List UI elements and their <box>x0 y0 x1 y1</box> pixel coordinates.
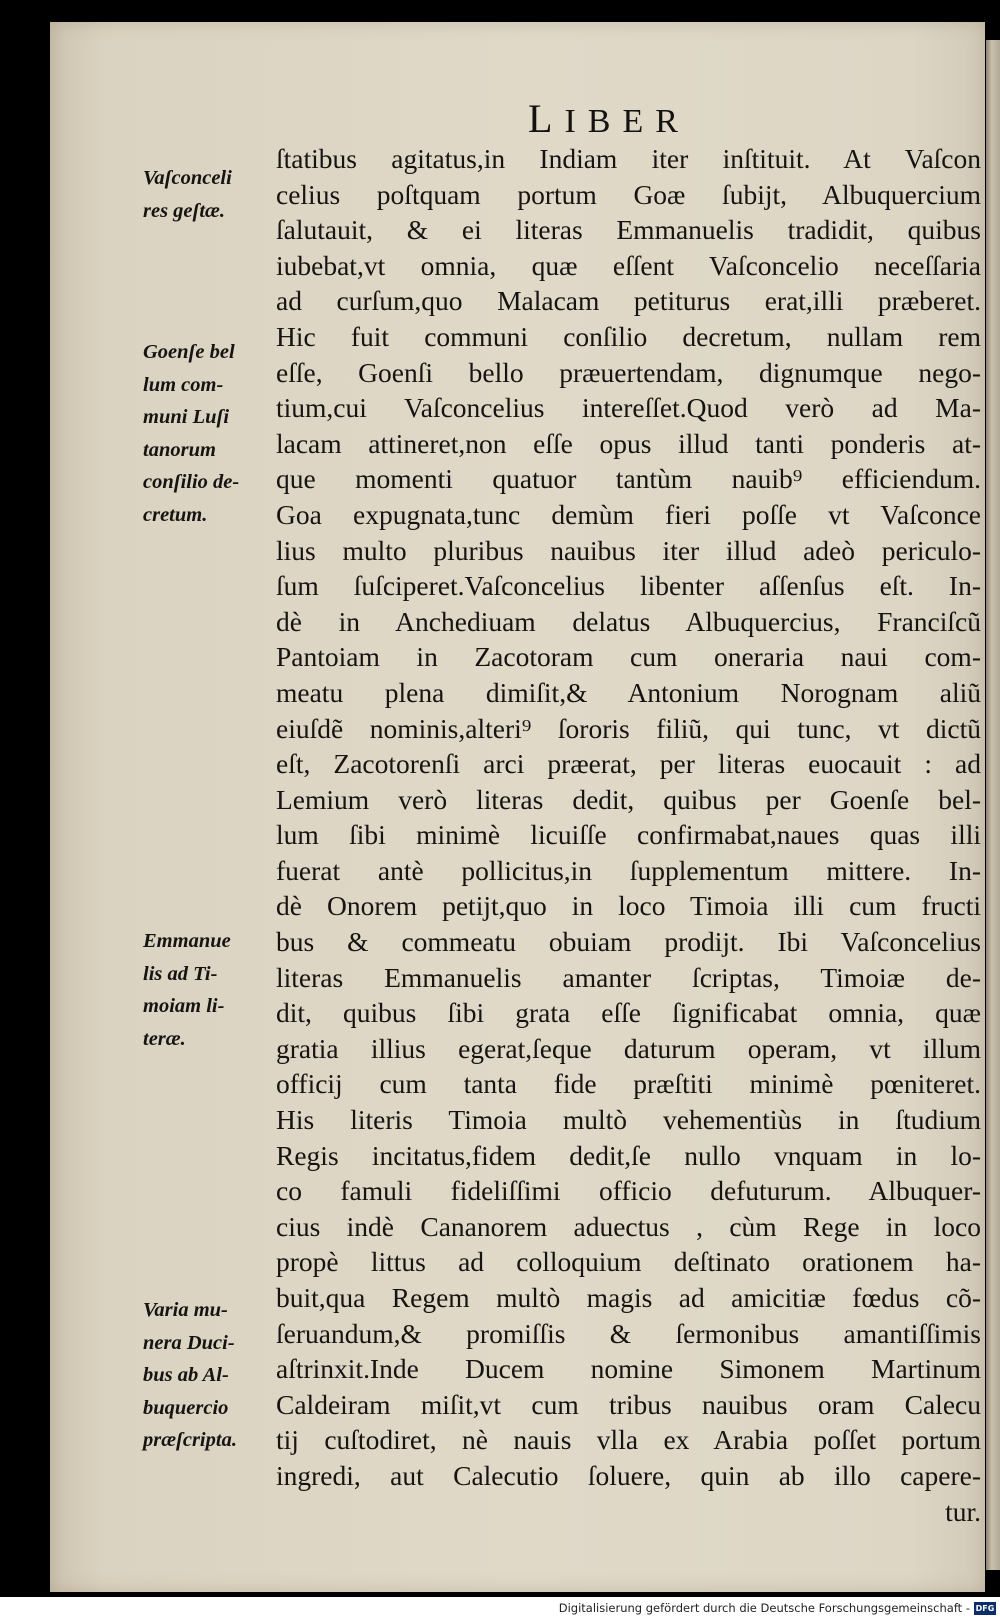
text-line: co famuli fideliſſimi officio defuturum. Albuquer- <box>276 1175 981 1207</box>
footer-credit: Digitalisierung gefördert durch die Deutsche Forschungsgemeinschaft - <box>558 1601 970 1615</box>
text-line: celius poſtquam portum Goæ ſubijt, Albuquercium <box>276 178 981 210</box>
margin-note-line: Varia mu- <box>143 1299 228 1321</box>
text-line: ingredi, aut Calecutio ſoluere, quin ab illo capere- <box>276 1459 981 1491</box>
margin-note-line: Vaſconceli <box>143 167 232 189</box>
text-line: ſum ſuſciperet.Vaſconcelius libenter aſſenſus eſt. In- <box>276 570 981 602</box>
text-line: Caldeiram miſit,vt cum tribus nauibus oram Calecu <box>276 1388 981 1420</box>
text-line: lum ſibi minimè licuiſſe confirmabat,naues quas illi <box>276 819 981 851</box>
margin-note-line: cretum. <box>143 503 208 526</box>
margin-note-goense-bellum <box>143 336 273 531</box>
margin-note-line: bus ab Al- <box>143 1364 229 1386</box>
text-line: cius indè Cananorem aduectus , cùm Rege in loco <box>276 1210 981 1242</box>
text-line: Pantoiam in Zacotoram cum oneraria naui com- <box>276 641 981 673</box>
text-line: lius multo pluribus nauibus iter illud adeò periculo- <box>276 534 981 566</box>
text-line: dè Onorem petijt,quo in loco Timoia illi cum fructi <box>276 890 981 922</box>
main-text-column <box>276 141 981 1529</box>
margin-note-line: nera Duci- <box>143 1331 235 1354</box>
text-line: eſt, Zacotorenſi arci præerat, per literas euocauit : ad <box>276 748 981 780</box>
text-line: lacam attineret,non eſſe opus illud tanti ponderis at- <box>276 427 981 459</box>
text-line: ſtatibus agitatus,in Indiam iter inſtituit. At Vaſcon <box>276 143 981 174</box>
margin-note-line: lum com- <box>143 373 224 396</box>
margin-note-emmanuel-letters <box>143 925 273 1055</box>
text-line: ſalutauit, & ei literas Emmanuelis tradidit, quibus <box>276 214 981 246</box>
text-line: gratia illius egerat,ſeque daturum operam, vt illum <box>276 1032 981 1064</box>
book-page-edge <box>986 40 1000 1570</box>
text-line: dè in Anchediuam delatus Albuquercius, Franciſcũ <box>276 605 981 637</box>
text-line: fuerat antè pollicitus,in ſupplementum mittere. In- <box>276 854 981 886</box>
text-line: tium,cui Vaſconcelius intereſſet.Quod verò ad Ma- <box>276 392 981 424</box>
text-line: meatu plena dimiſit,& Antonium Norognam aliũ <box>276 676 981 708</box>
margin-note-line: lis ad Ti- <box>143 962 218 985</box>
margin-note-line: conſilio de- <box>143 471 240 493</box>
text-line: officij cum tanta fide præſtiti minimè pœniteret. <box>276 1068 981 1100</box>
text-line: ſeruandum,& promiſſis & ſermonibus amantiſſimis <box>276 1317 981 1349</box>
text-line: propè littus ad colloquium deſtinato orationem ha- <box>276 1246 981 1278</box>
text-line: ad curſum,quo Malacam petiturus erat,illi præberet. <box>276 285 981 317</box>
text-line: dit, quibus ſibi grata eſſe ſignificabat omnia, quæ <box>276 997 981 1029</box>
margin-note-line: res geſtæ. <box>143 199 225 222</box>
text-line: Regis incitatus,fidem dedit,ſe nullo vnquam in lo- <box>276 1139 981 1171</box>
margin-note-line: moiam li- <box>143 995 225 1017</box>
margin-note-line: buquercio <box>143 1396 229 1419</box>
text-line: tij cuſtodiret, nè nauis vlla ex Arabia poſſet portum <box>276 1424 981 1456</box>
margin-note-line: teræ. <box>143 1027 186 1050</box>
text-line: Goa expugnata,tunc demùm fieri poſſe vt Vaſconce <box>276 498 981 530</box>
text-line: literas Emmanuelis amanter ſcriptas, Timoiæ de- <box>276 961 981 993</box>
text-line: eſſe, Goenſi bello præuertendam, dignumque nego- <box>276 356 981 388</box>
margin-note-line: tanorum <box>143 438 216 461</box>
dfg-logo-icon: DFG <box>975 1604 995 1613</box>
text-line: buit,qua Regem multò magis ad amicitiæ fœdus cõ- <box>276 1282 981 1313</box>
text-line: Lemium verò literas dedit, quibus per Goenſe bel- <box>276 783 981 815</box>
margin-note-varia-munera <box>143 1294 273 1457</box>
text-line: His literis Timoia multò vehementiùs in ſtudium <box>276 1104 981 1136</box>
text-line: Hic fuit communi conſilio decretum, nullam rem <box>276 320 981 352</box>
text-line: que momenti quatuor tantùm nauib⁹ efficiendum. <box>276 463 981 495</box>
margin-note-line: Goenſe bel <box>143 341 235 363</box>
margin-note-vasconcelius <box>143 162 273 227</box>
margin-note-line: Emmanue <box>143 930 231 952</box>
margin-note-line: muni Luſi <box>143 406 230 428</box>
running-header: LIBER <box>528 96 690 141</box>
text-line: bus & commeatu obuiam prodijt. Ibi Vaſconcelius <box>276 926 981 958</box>
margin-note-line: præſcripta. <box>143 1429 237 1451</box>
digitization-footer <box>0 1597 1000 1621</box>
text-line: aſtrinxit.Inde Ducem nomine Simonem Martinum <box>276 1353 981 1385</box>
text-line: iubebat,vt omnia, quæ eſſent Vaſconcelio neceſſaria <box>276 249 981 281</box>
text-line: eiuſdẽ nominis,alteri⁹ ſororis filiũ, qui tunc, vt dictũ <box>276 712 981 744</box>
text-line: tur. <box>945 1495 981 1527</box>
